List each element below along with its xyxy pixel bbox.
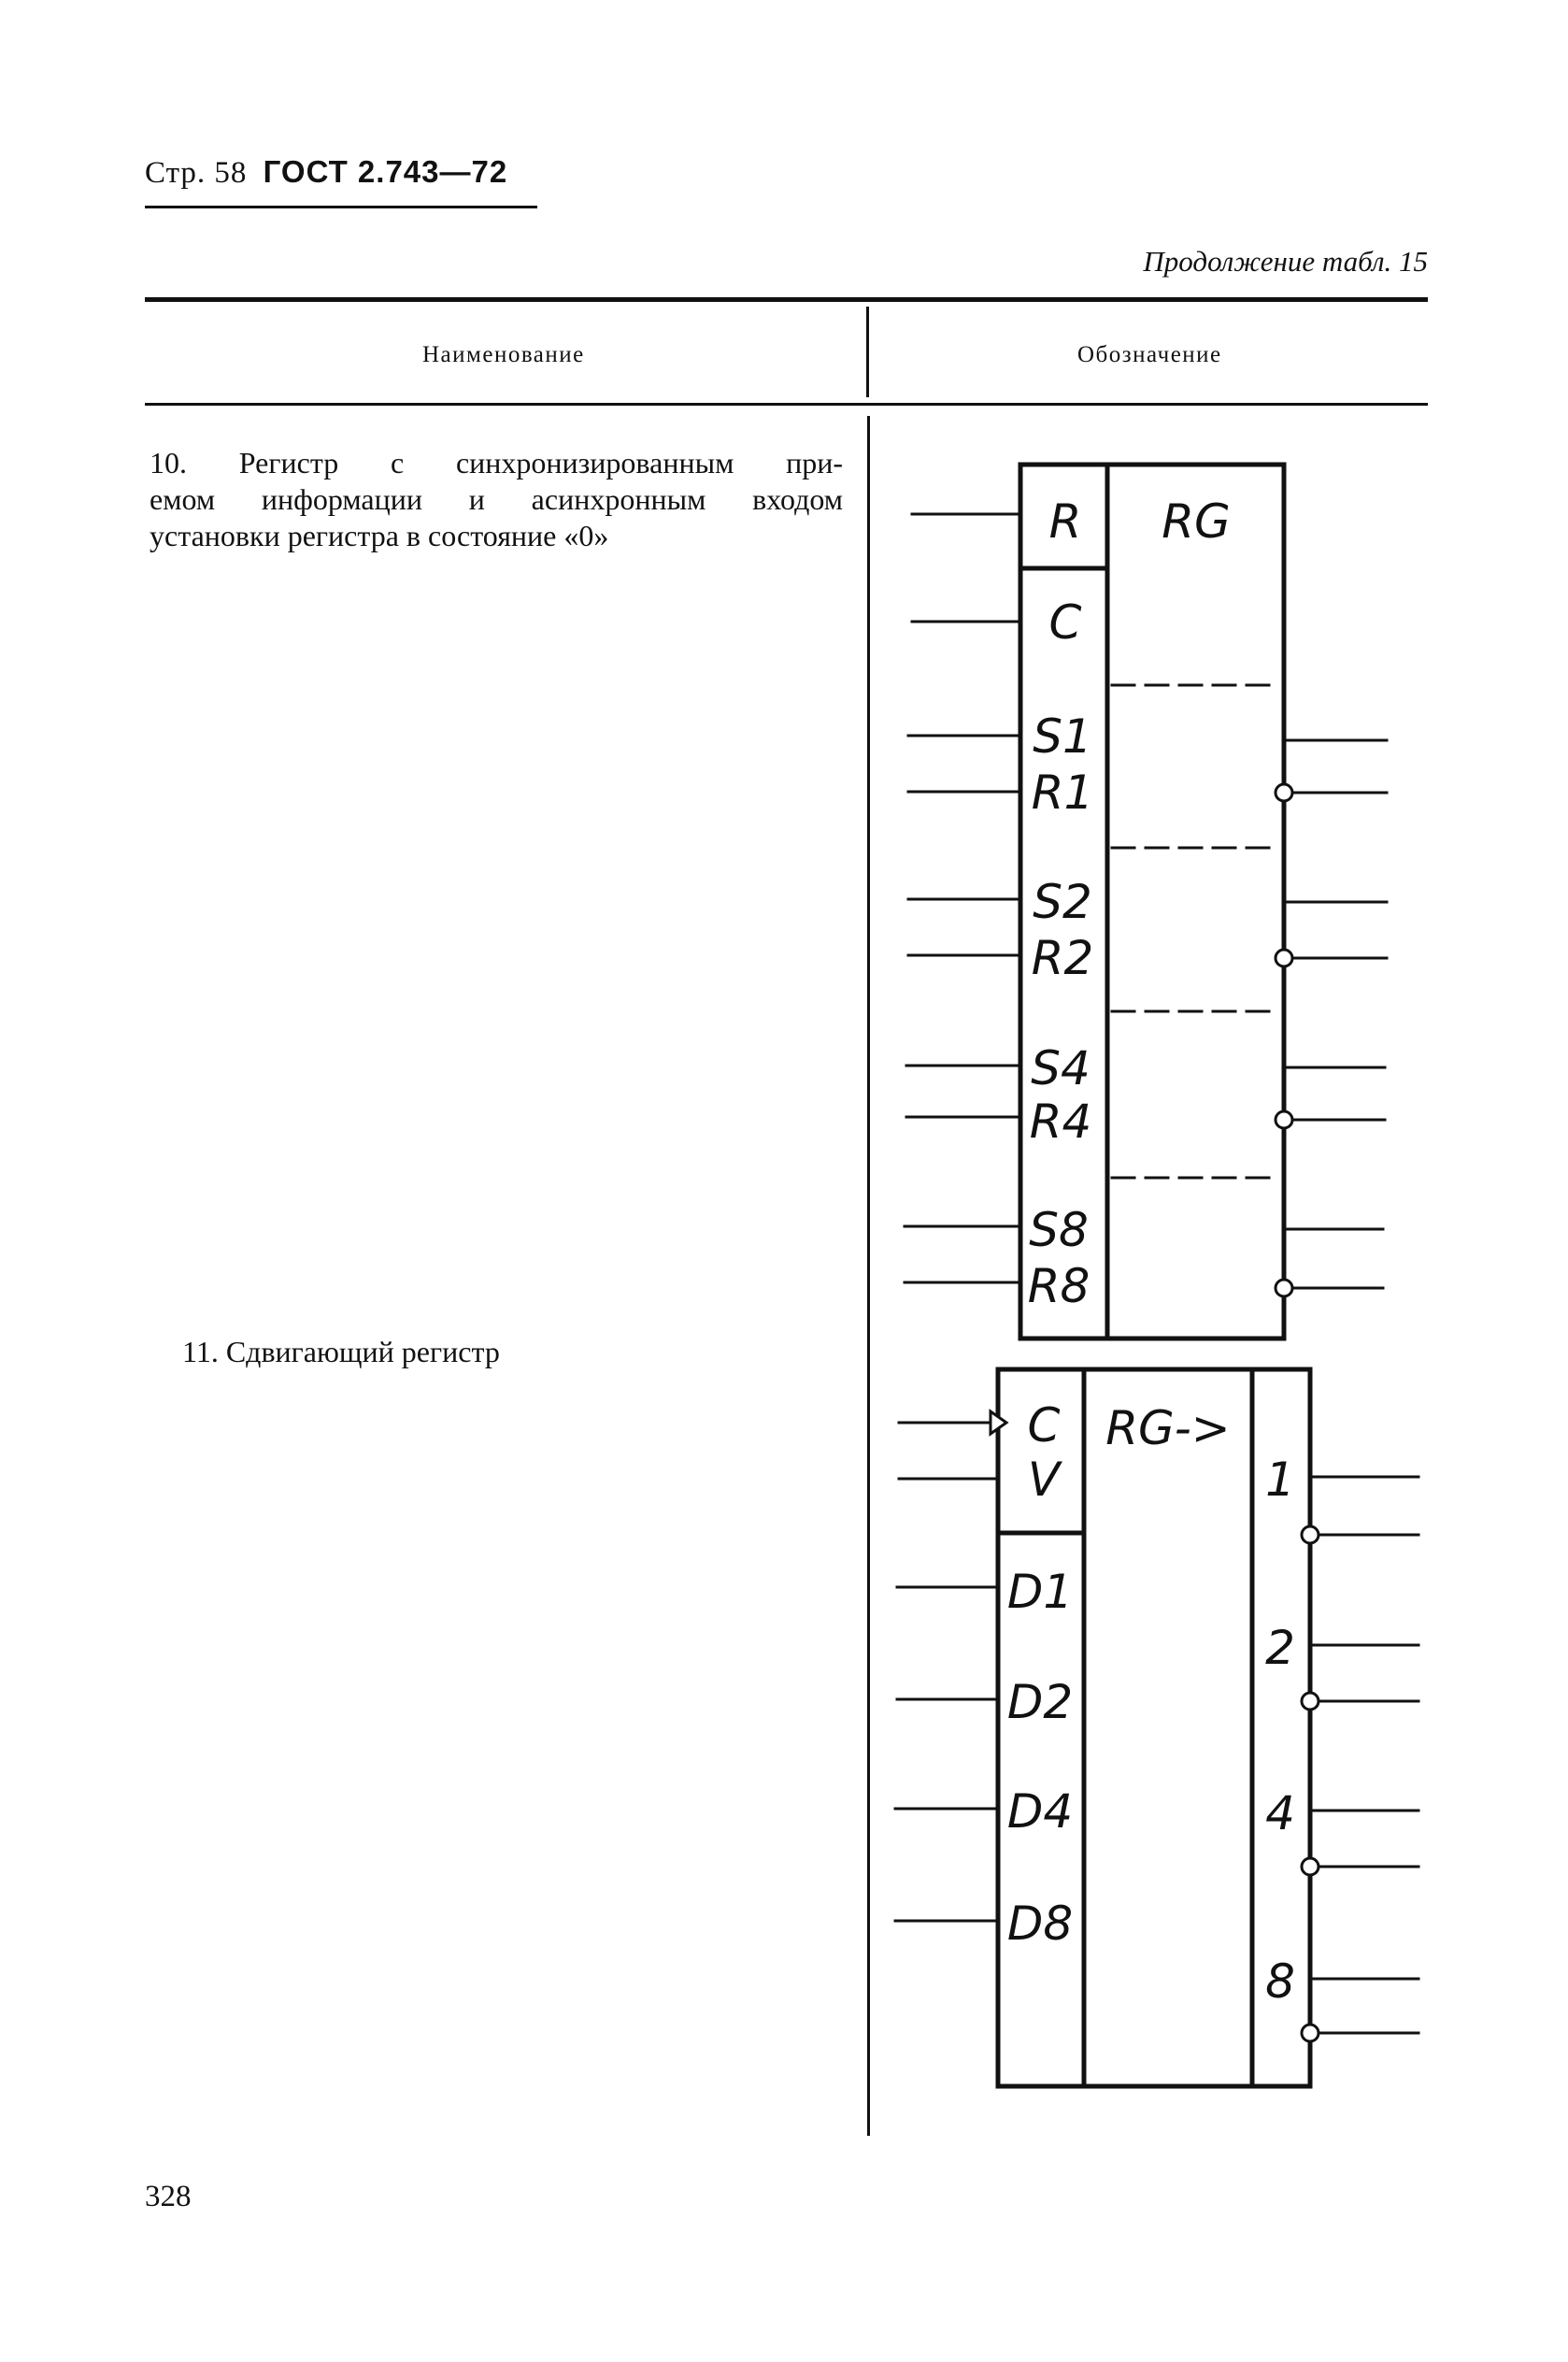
register-10-input-label: R4 bbox=[1029, 1095, 1092, 1149]
register-11-output-label: 2 bbox=[1265, 1621, 1295, 1675]
table-continuation: Продолжение табл. 15 bbox=[1143, 245, 1428, 278]
register-11-symbol bbox=[895, 1369, 1418, 2086]
register-10-inversion-circle bbox=[1276, 950, 1292, 966]
register-11-input-label: D1 bbox=[1006, 1565, 1074, 1619]
register-10-clock-label: C bbox=[1048, 595, 1082, 650]
register-11-output-label: 8 bbox=[1265, 1954, 1295, 2009]
register-10-inversion-circle bbox=[1276, 1111, 1292, 1128]
column-header-name: Наименование bbox=[422, 342, 585, 367]
register-11-inversion-circle bbox=[1302, 2025, 1319, 2041]
register-11-inversion-circle bbox=[1302, 1526, 1319, 1543]
register-11-control-label: V bbox=[1027, 1453, 1061, 1507]
register-11-output-label: 4 bbox=[1265, 1786, 1295, 1840]
page-number: 328 bbox=[145, 2180, 192, 2213]
register-11-title: RG-> bbox=[1105, 1401, 1231, 1455]
register-10-reset-label: R bbox=[1048, 494, 1082, 549]
register-11-input-label: D8 bbox=[1006, 1897, 1074, 1951]
register-10-input-label: S4 bbox=[1031, 1041, 1090, 1095]
register-11-input-label: D2 bbox=[1006, 1675, 1074, 1729]
row-11-name: 11. Сдвигающий регистр bbox=[182, 1335, 500, 1368]
register-11-inversion-circle bbox=[1302, 1858, 1319, 1875]
row-10-name-line: емом информации и асинхронным входом bbox=[150, 482, 843, 516]
page-label: Стр. 58 bbox=[145, 156, 248, 190]
standard-code: ГОСТ 2.743—72 bbox=[263, 154, 508, 189]
row-10-name-line: установки регистра в состояние «0» bbox=[150, 519, 609, 552]
register-10-inversion-circle bbox=[1276, 784, 1292, 801]
register-11-control-label: C bbox=[1027, 1398, 1061, 1453]
register-10-inversion-circle bbox=[1276, 1280, 1292, 1296]
register-11-input-label: D4 bbox=[1006, 1784, 1074, 1839]
register-11-inversion-circle bbox=[1302, 1693, 1319, 1710]
register-11-output-label: 1 bbox=[1265, 1453, 1295, 1507]
register-10-title: RG bbox=[1162, 494, 1231, 549]
register-10-input-label: R8 bbox=[1027, 1259, 1090, 1313]
register-10-input-label: S8 bbox=[1029, 1203, 1089, 1257]
register-10-input-label: S1 bbox=[1033, 709, 1092, 764]
register-10-symbol bbox=[905, 465, 1387, 1338]
register-10-input-label: S2 bbox=[1033, 875, 1092, 929]
register-10-input-label: R2 bbox=[1031, 931, 1094, 985]
column-header-symbol: Обозначение bbox=[1077, 342, 1222, 367]
row-10-name-line: 10. Регистр с синхронизированным при- bbox=[150, 446, 843, 480]
register-10-input-label: R1 bbox=[1031, 766, 1094, 820]
